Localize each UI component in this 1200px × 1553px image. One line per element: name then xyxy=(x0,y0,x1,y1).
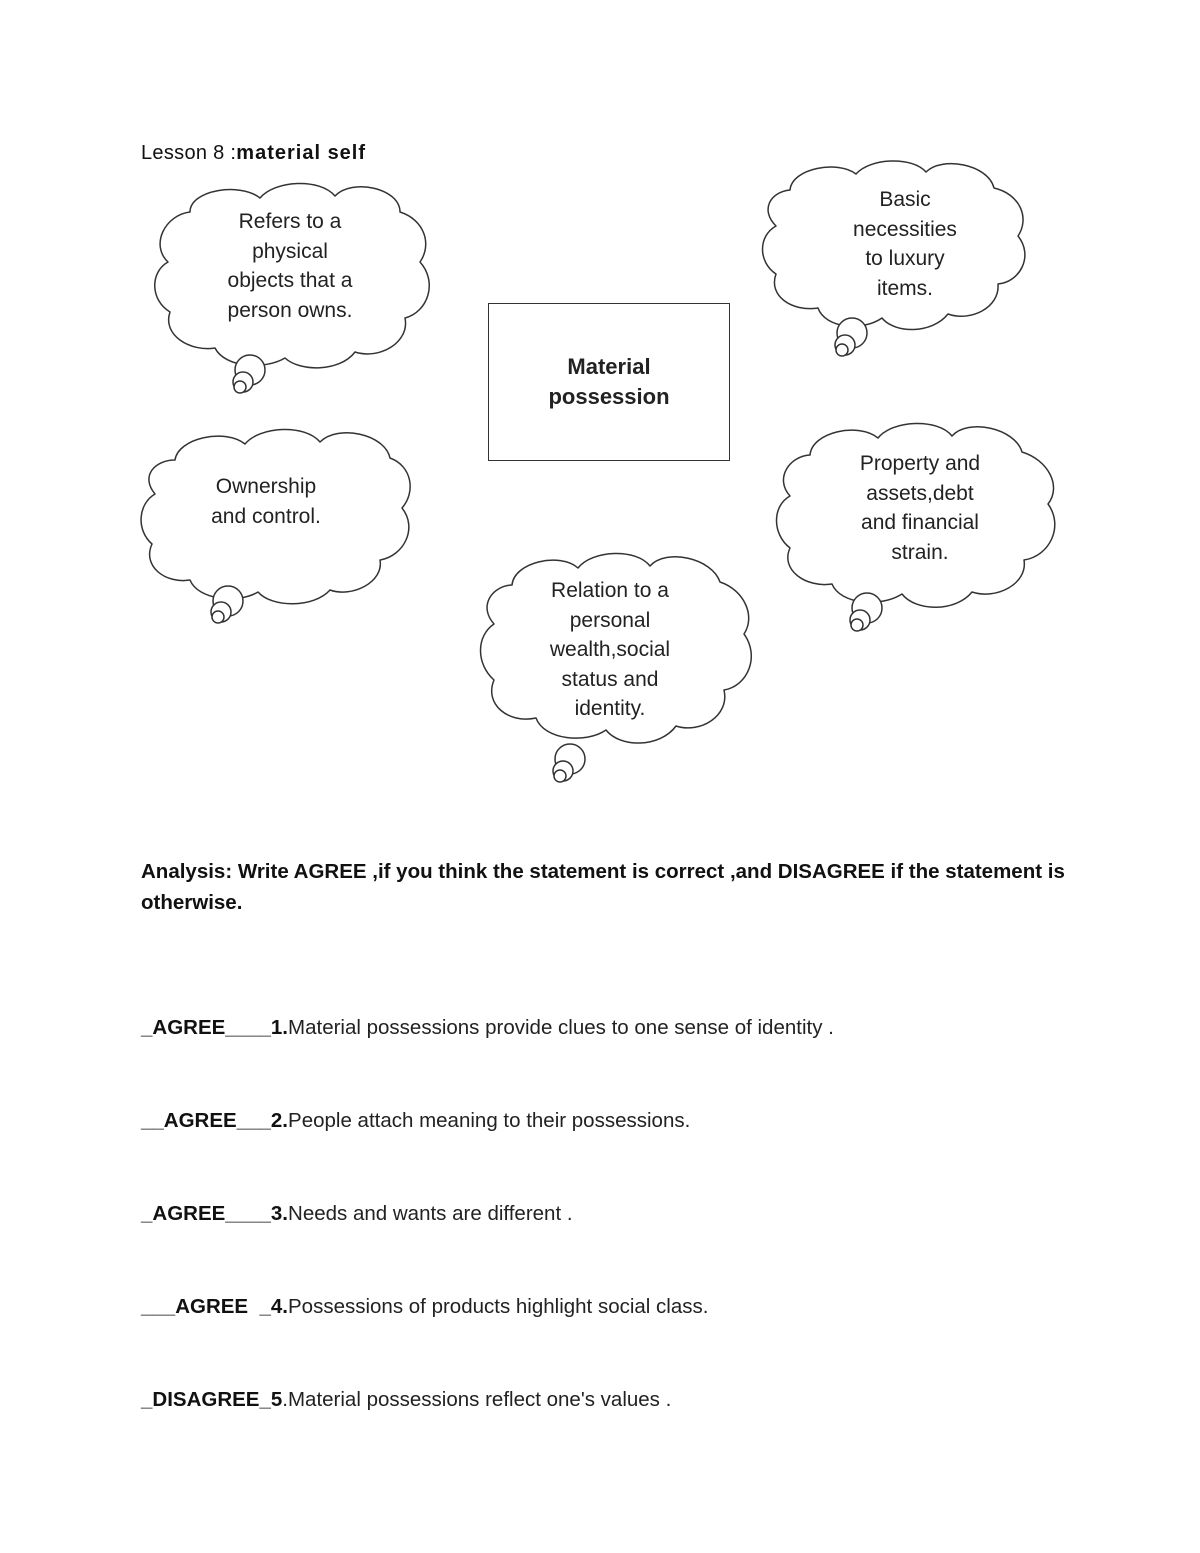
cloud-text-relation: Relation to a personal wealth,social status and identity. xyxy=(549,579,671,720)
answer-mark: _AGREE____3. xyxy=(141,1202,289,1225)
answer-statement: Needs and wants are different . xyxy=(288,1202,573,1225)
answer-row xyxy=(141,1105,834,1136)
cloud-text-refers: Refers to a physical objects that a person owns. xyxy=(227,210,353,322)
answer-row xyxy=(141,1198,834,1229)
answer-mark: _DISAGREE_5 xyxy=(141,1388,283,1411)
lesson-prefix: Lesson 8 : xyxy=(141,142,237,164)
cloud-text-basic: Basic necessities to luxury items. xyxy=(853,188,957,300)
answer-mark: ___AGREE _4. xyxy=(141,1295,288,1318)
center-concept-label: Material possession xyxy=(548,354,670,409)
analysis-instruction: Analysis: Write AGREE ,if you think the statement is correct ,and DISAGREE if the statement is otherwise. xyxy=(141,860,1065,914)
lesson-topic: material self xyxy=(236,142,367,164)
answer-statement: Material possessions provide clues to one sense of identity . xyxy=(288,1016,834,1039)
cloud-text-ownership: Ownership and control. xyxy=(211,475,321,528)
answer-mark: _AGREE____1. xyxy=(141,1016,289,1039)
answer-statement: Possessions of products highlight social class. xyxy=(288,1295,709,1318)
cloud-text-property: Property and assets,debt and financial strain. xyxy=(859,452,981,564)
answer-row xyxy=(141,1012,834,1043)
center-concept-box xyxy=(488,303,730,461)
answer-row xyxy=(141,1291,834,1322)
answer-statement: People attach meaning to their possessions. xyxy=(288,1109,691,1132)
answer-mark: __AGREE___2. xyxy=(141,1109,289,1132)
answer-list xyxy=(141,950,834,1446)
answer-row xyxy=(141,1384,834,1415)
answer-statement: .Material possessions reflect one's values . xyxy=(282,1388,672,1411)
